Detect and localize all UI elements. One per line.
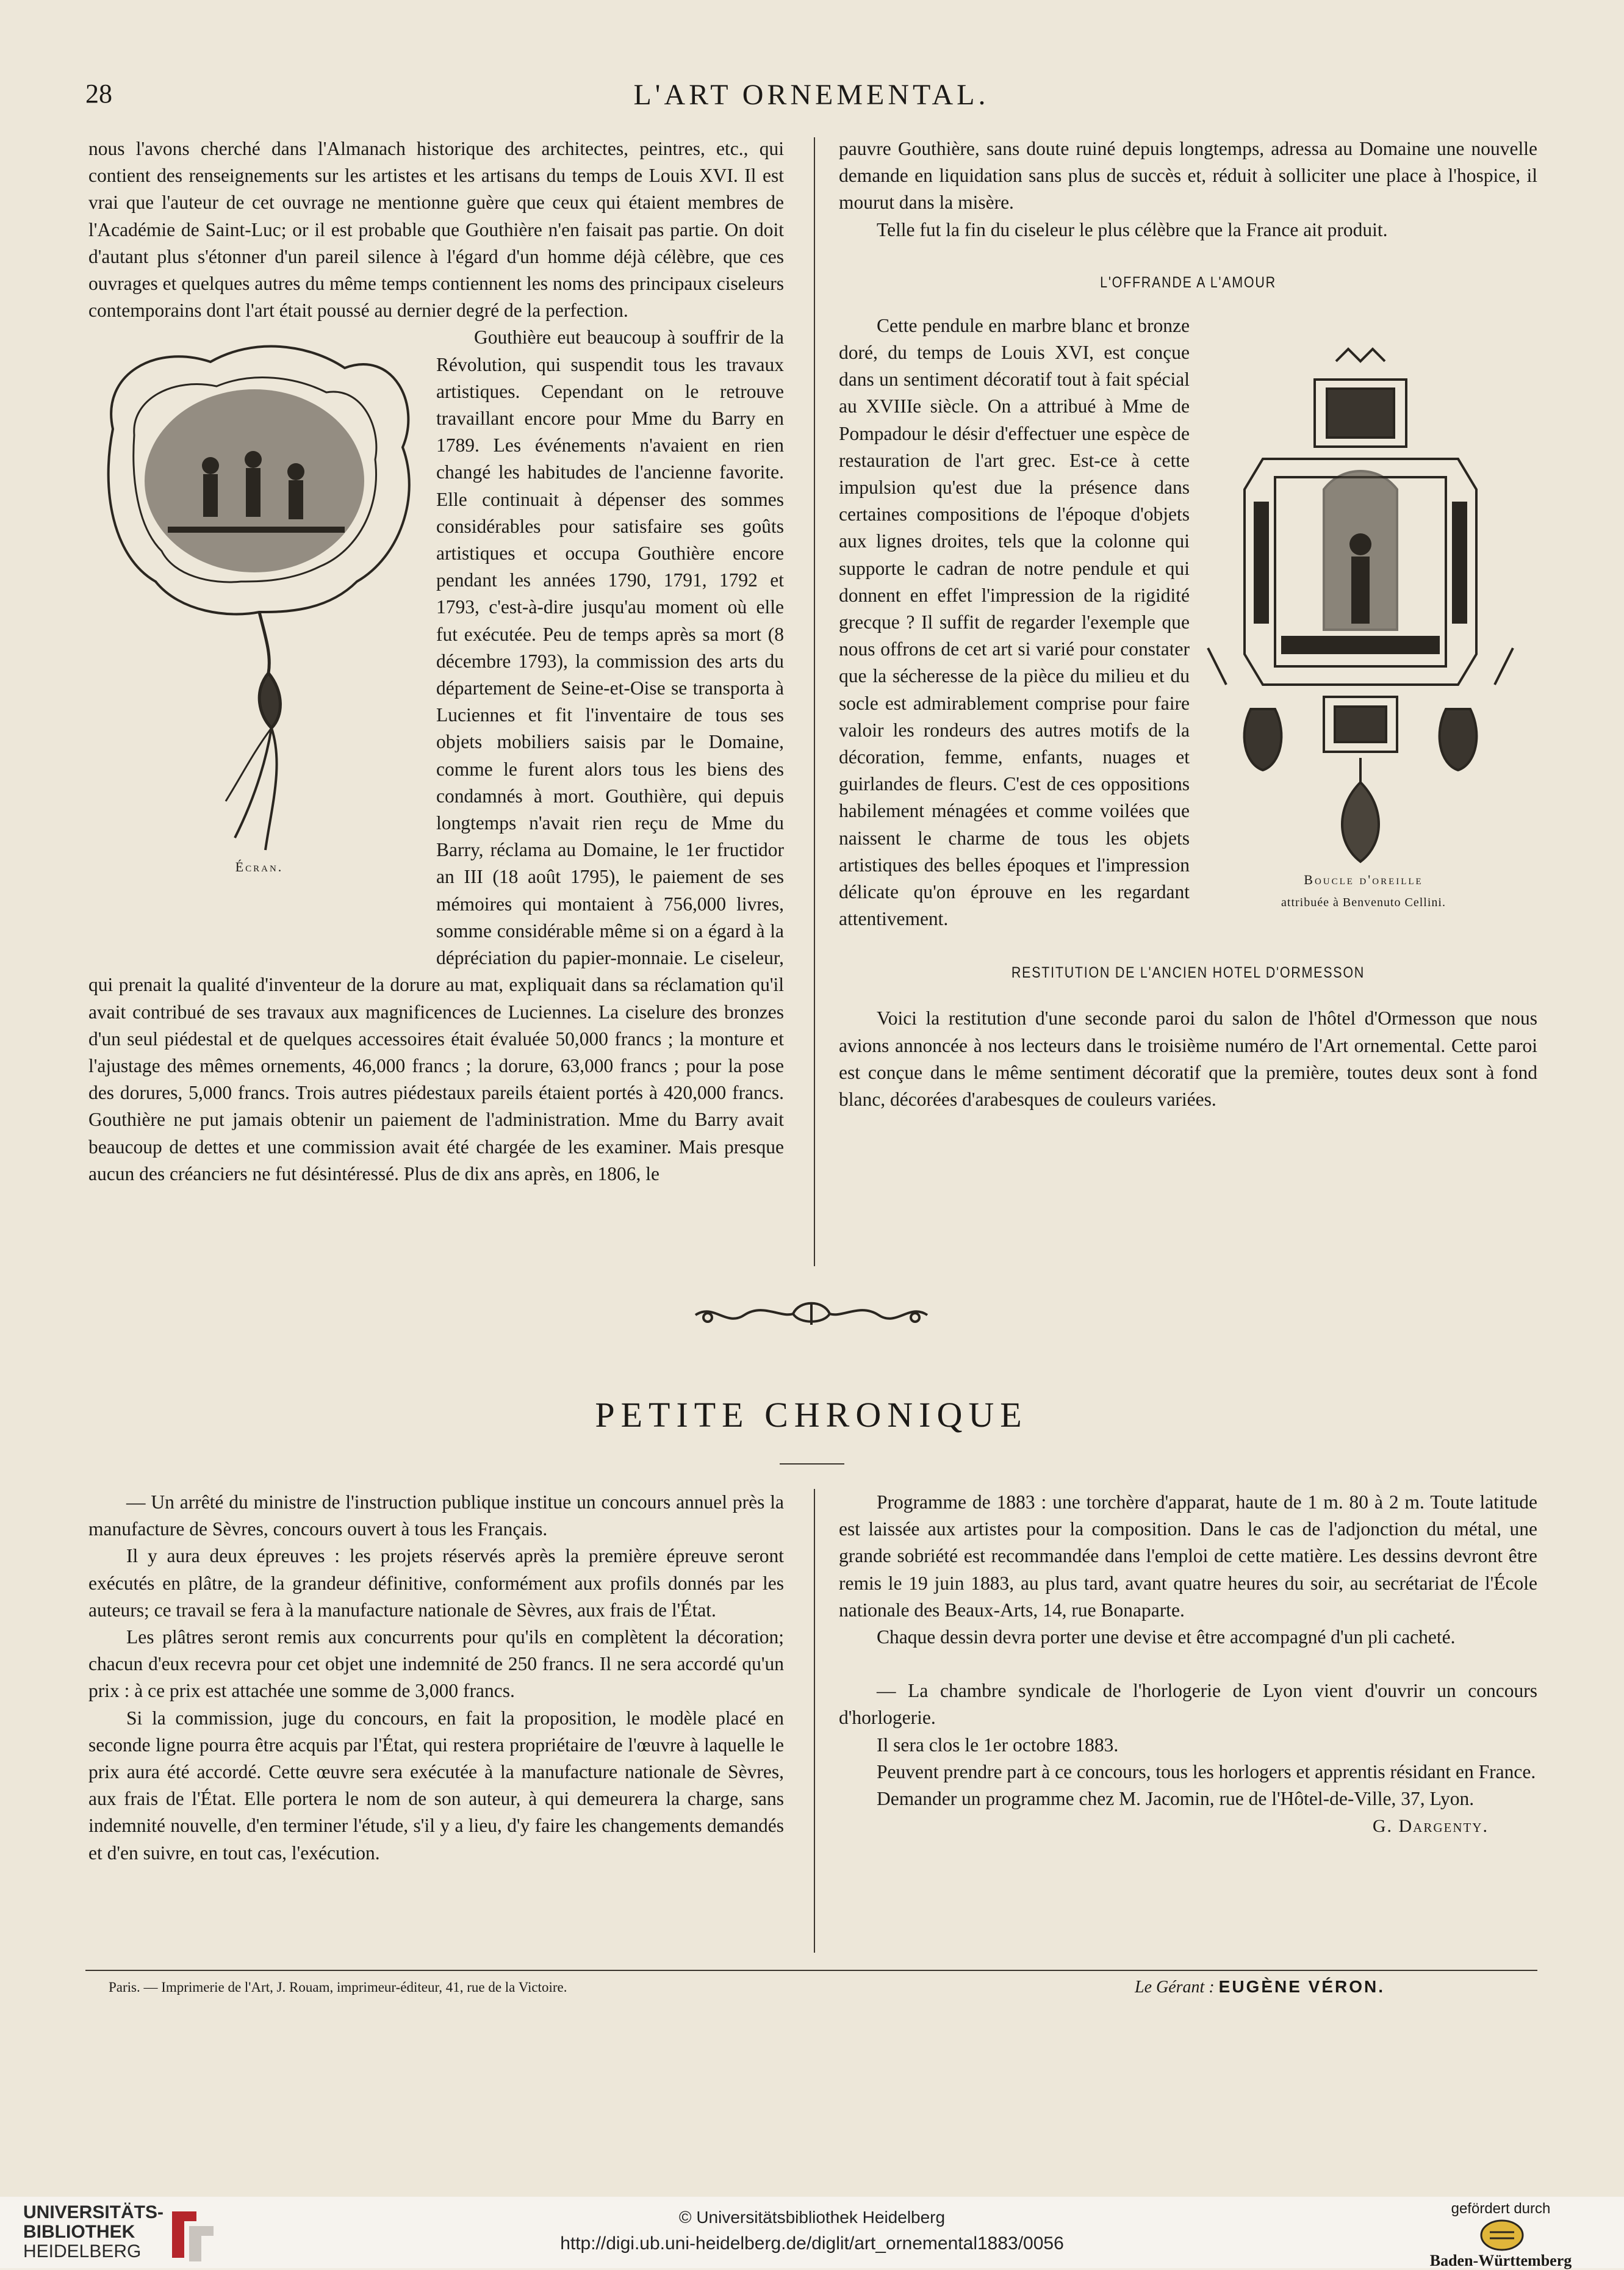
left-paragraph-2: Gouthière eut beaucoup à souffrir de la Révolution, qui suspendit tous les travaux artistiques. Cependant on le retrouve travaillant encore pour Mme du Barry en 1789. Les événements n'avaient en rien changé les habitudes de l'ancienne favorite. Elle continuait à dépenser des sommes considérables pour satisfaire ses goûts artistiques et occupa Gouthière encore pendant les années 1790, 1791, 1792 et 1793, c'est-à-dire jusqu'au moment où elle fut exécutée. Peu de temps après sa mort (8 décembre 1793), la commission des arts du département de Seine-et-Oise se transporta à Luciennes et fit l'inventaire de tous ses objets mobiliers saisis par le Domaine, comme le furent alors tous les biens des condamnés à mort. Gouthière, qui depuis longtemps n'avait rien reçu de Mme du Barry, réclama au Domaine, le 1er fructidor an III (18 août 1795), le paiement de ses mémoires qui montaient à 756,000 livres, somme considérable même si on a égard à la dépréciation du papier-monnaie. Le ciseleur, qui prenait la qualité d'inventeur de la dorure au mat, expliquait dans sa réclamation qu'il avait contribué de ses travaux aux magnificences de Luciennes. La ciselure des bronzes d'un seul piédestal et de quelques accessoires était évaluée 50,000 francs ; la monture et l'ajustage des mêmes ornements, 46,000 francs ; la dorure, 63,000 francs ; pour la pose des dorures, 5,000 francs. Trois autres piédestaux pareils étaient portés à 420,000 francs. Gouthière ne put jamais obtenir un paiement de l'administration. Mme du Barry avait beaucoup de dettes et une commission avait été chargée de les examiner. Mais presque aucun des créanciers ne fut désintéressé. Plus de dix ans après, en 1806, le [88,326,784,1184]
chronique-left-paragraph-2: Il y aura deux épreuves : les projets réservés après la première épreuve seront exécutés en plâtre, de la grandeur définitive, conformément aux profils donnés par les auteurs; ce travail se fera à la manufacture nationale de Sèvres, aux frais de l'État. [88,1545,784,1621]
chronique-right-paragraph-5: Peuvent prendre part à ce concours, tous les horlogers et apprentis résidant en France. [877,1760,1536,1782]
library-credit-bar [0,2197,1624,2268]
right-column [839,135,1537,1270]
library-logo-icon [160,2205,218,2264]
chronique-left-paragraph-3: Les plâtres seront remis aux concurrents pour qu'ils en complètent la décoration; chacun d'eux recevra pour cet objet une indemnité de 250 francs. Il ne sera accordé qu'un prix : à ce prix est attachée une somme de 3,000 francs. [88,1626,784,1702]
state-coat-of-arms-icon [1479,2219,1525,2252]
chronique-right-paragraph-2: Chaque dessin devra porter une devise et être accompagné d'un pli cacheté. [877,1626,1456,1648]
permalink[interactable]: http://digi.ub.uni-heidelberg.de/diglit/art_ornemental1883/0056 [560,2233,1064,2254]
manager-line [1135,1977,1385,1997]
earring-figure [1190,312,1537,947]
ecran-caption: Écran. [235,859,284,875]
chronique-right-paragraph-6: Demander un programme chez M. Jacomin, rue de l'Hôtel-de-Ville, 37, Lyon. [877,1788,1475,1810]
earring-caption-subtitle: attribuée à Benvenuto Cellini. [1281,895,1446,909]
ecran-figure [88,325,436,948]
manager-name: EUGÈNE VÉRON. [1218,1977,1385,1996]
chronique-right-column [839,1489,1537,1837]
library-name [23,2203,163,2261]
section-title-ormesson: RESTITUTION DE L'ANCIEN HOTEL D'ORMESSON [1011,964,1365,982]
chronique-title-rule [780,1463,844,1465]
library-name-line-1: UNIVERSITÄTS- [23,2202,164,2222]
library-name-line-3: HEIDELBERG [23,2241,142,2261]
printer-line: Paris. — Imprimerie de l'Art, J. Rouam, imprimeur-éditeur, 41, rue de la Victoire. [109,1980,567,1995]
earring-caption-sub [1190,894,1537,910]
chronique-left-paragraph-4: Si la commission, juge du concours, en fait la proposition, le modèle placé en seconde ligne pourra être acquis par l'État, qui restera propriétaire de l'œuvre à laquelle le prix aura été accordé. Cette œuvre sera exécutée à la manufacture nationale de Sèvres, aux frais de l'État. Elle portera le nom de son auteur, à qui demeurera la charge, sans indemnité nouvelle, d'en terminer l'étude, s'il y a lieu, d'y faire les changements demandés et d'en suivre, en tout cas, l'exécution. [88,1707,784,1864]
page-header [85,78,1537,121]
column-divider [814,137,815,1266]
section-title-offrande: L'OFFRANDE A L'AMOUR [1100,273,1276,291]
offrande-paragraph: Cette pendule en marbre blanc et bronze doré, du temps de Louis XVI, est conçue dans un sentiment décoratif tout à fait spécial au XVIIIe siècle. On a attribué à Mme de Pompadour le désir d'effectuer une espèce de restauration de l'art grec. Est-ce à cette impulsion qu'est due la présence dans certaines compositions de l'époque d'objets aux lignes droites, tels que la colonne qui supporte le cadran de notre pendule et qui donnent en effet l'impression de la rigidité grecque ? Il suffit de regarder l'exemple que nous offrons de cet art si varié pour constater que la sécheresse de la pièce du milieu et du socle est admirablement comprise pour faire valoir les rondeurs des autres motifs de la décoration, femme, enfants, nuages et guirlandes de fleurs. C'est de ces oppositions habilement ménagées et comme voilées que naissent le charme de tous les objets artistiques des belles époques et l'impression délicate qu'on éprouve en les regardant attentivement. [839,314,1190,930]
funded-by-label: gefördert durch [1451,2200,1551,2217]
chronique-right-paragraph-1: Programme de 1883 : une torchère d'apparat, haute de 1 m. 80 à 2 m. Toute latitude est laissée aux artistes pour la composition. Dans le cas de l'adjonction du métal, une grande sobriété est recommandée dans l'emploi de cette matière. Les dessins devront être remis le 19 juin 1883, au plus tard, avant quatre heures du soir, au secrétariat de l'École nationale des Beaux-Arts, 14, rue Bonaparte. [839,1491,1537,1621]
chronique-title: PETITE CHRONIQUE [595,1395,1028,1435]
ornament-divider [689,1291,933,1333]
chronique-right-paragraph-3: — La chambre syndicale de l'horlogerie de Lyon vient d'ouvrir un concours d'horlogerie. [839,1680,1537,1729]
library-name-line-2: BIBLIOTHEK [23,2222,135,2242]
chronique-right-paragraph-4: Il sera clos le 1er octobre 1883. [877,1734,1119,1756]
right-paragraph-1: pauvre Gouthière, sans doute ruiné depuis longtemps, adressa au Domaine une nouvelle demande en liquidation sans plus de succès et, réduit à solliciter une place à l'hospice, il mourut dans la misère. [839,138,1537,214]
footer-rule [85,1970,1537,1971]
right-paragraph-2: Telle fut la fin du ciseleur le plus célèbre que la France ait produit. [877,218,1388,240]
copyright-notice: © Universitätsbibliothek Heidelberg [678,2208,946,2227]
left-paragraph-1: nous l'avons cherché dans l'Almanach historique des architectes, peintres, etc., qui contient des renseignements sur les artistes et les artisans du temps de Louis XVI. Il est vrai que l'auteur de cet ouvrage ne mentionne guère que ceux qui étaient membres de l'Académie de Saint-Luc; or il est probable que Gouthière n'en faisait pas partie. On doit d'autant plus s'étonner d'un pareil silence à l'égard d'un homme déjà célèbre, que ces ouvrages et quelques autres du même temps contiennent les noms des principaux ciseleurs contemporains dont l'art était poussé au dernier degré de la perfection. [88,138,784,322]
chronique-left-paragraph-1: — Un arrêté du ministre de l'instruction publique institue un concours annuel près la manufacture de Sèvres, concours ouvert à tous les Français. [88,1491,784,1540]
chronique-left-column [88,1489,784,1867]
chronique-signature: G. Dargenty. [1372,1816,1489,1837]
journal-title: L'ART ORNEMENTAL. [633,79,990,111]
state-name: Baden-Württemberg [1429,2252,1572,2269]
ecran-illustration [88,325,430,862]
page-number: 28 [85,79,112,109]
chronique-column-divider [814,1489,815,1953]
earring-illustration [1190,343,1531,917]
ormesson-paragraph: Voici la restitution d'une seconde paroi du salon de l'hôtel d'Ormesson que nous avions annoncée à nos lecteurs dans le troisième numéro de l'Art ornemental. Cette paroi est conçue dans le même sentiment décoratif que la première, toutes deux sont à fond blanc, décorées d'arabesques de couleurs variées. [839,1007,1537,1111]
left-column [88,135,784,1270]
manager-label: Le Gérant : [1135,1978,1215,1997]
earring-caption-title: Boucle d'oreille [1304,871,1423,887]
chronique-spacer [839,1651,1537,1677]
